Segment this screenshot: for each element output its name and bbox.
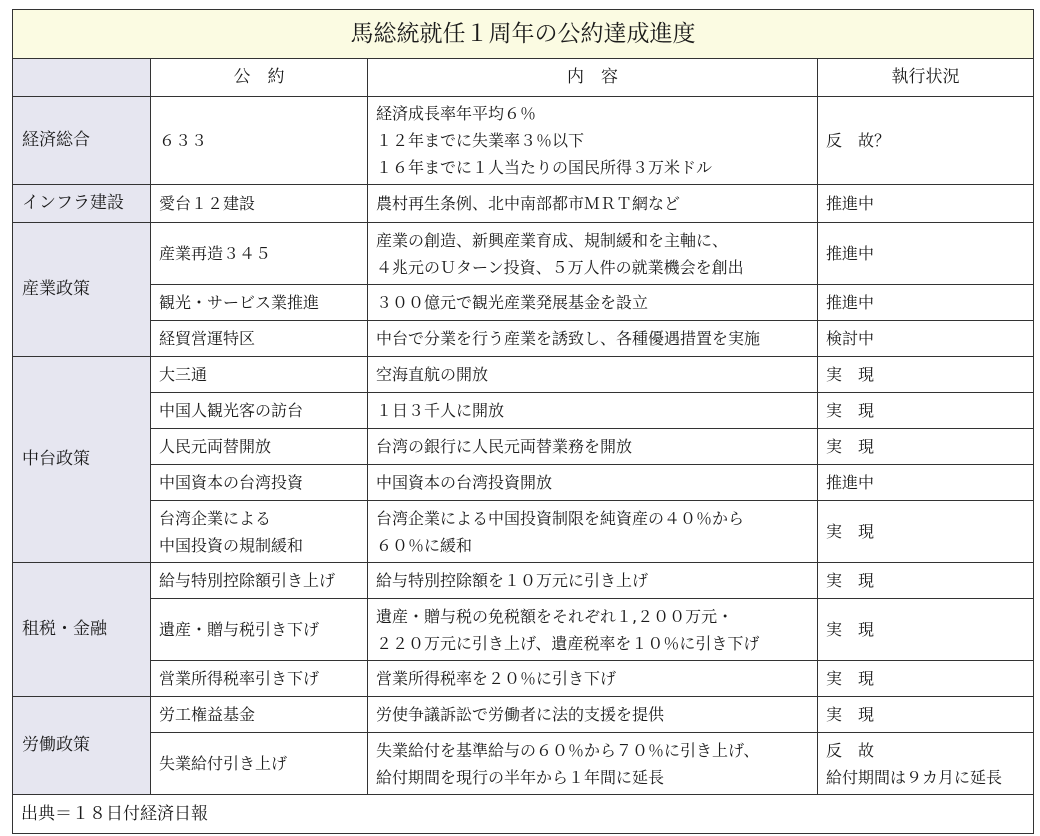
status-text: 実 現 (826, 571, 875, 590)
pledge-cell (151, 429, 368, 465)
content-text: 経済成長率年平均６％ (376, 104, 537, 123)
content-text: 中国資本の台湾投資開放 (376, 473, 553, 492)
table-row (13, 429, 1034, 465)
pledge-cell (151, 357, 368, 393)
table-row (13, 285, 1034, 321)
pledge-progress-table (12, 9, 1034, 834)
status-text: 実 現 (826, 522, 875, 541)
header-pledge: 公 約 (151, 59, 368, 97)
status-cell (818, 599, 1034, 661)
content-text: １日３千人に開放 (376, 401, 505, 420)
pledge-text: 観光・サービス業推進 (159, 293, 320, 312)
pledge-cell (151, 97, 368, 185)
status-text: 実 現 (826, 620, 875, 639)
status-cell (818, 357, 1034, 393)
status-text: 給付期間は９カ月に延長 (826, 767, 1003, 787)
category-cell: 産業政策 (13, 223, 151, 357)
status-text: 推進中 (826, 473, 875, 492)
content-cell (368, 357, 818, 393)
table-row (13, 697, 1034, 733)
pledge-text: 人民元両替開放 (159, 437, 272, 456)
pledge-cell (151, 563, 368, 599)
table-row (13, 357, 1034, 393)
status-cell (818, 393, 1034, 429)
status-text: 反 故？ (826, 131, 891, 150)
content-text: 空海直航の開放 (376, 365, 489, 384)
pledge-cell (151, 733, 368, 795)
status-text: 実 現 (826, 401, 875, 420)
table-row (13, 733, 1034, 795)
content-text: 労使争議訴訟で労働者に法的支援を提供 (376, 705, 665, 724)
pledge-text: 中国投資の規制緩和 (159, 535, 304, 555)
table-row (13, 501, 1034, 563)
status-cell (818, 465, 1034, 501)
table-row (13, 393, 1034, 429)
content-cell (368, 465, 818, 501)
pledge-cell (151, 393, 368, 429)
content-cell (368, 223, 818, 285)
pledge-text: 産業再造３４５ (159, 244, 272, 263)
pledge-cell (151, 185, 368, 223)
status-cell (818, 223, 1034, 285)
header-content: 内 容 (368, 59, 818, 97)
category-cell: 中台政策 (13, 357, 151, 563)
content-text: 産業の創造、新興産業育成、規制緩和を主軸に、 (376, 230, 729, 250)
footer-row (13, 795, 1034, 834)
status-text: 推進中 (826, 194, 875, 213)
table-row (13, 321, 1034, 357)
pledge-text: 失業給付引き上げ (159, 754, 288, 773)
status-cell (818, 563, 1034, 599)
status-text: 反 故 (826, 740, 875, 760)
pledge-text: 労工権益基金 (159, 705, 256, 724)
content-cell (368, 185, 818, 223)
pledge-text: 遺産・贈与税引き下げ (159, 620, 320, 639)
content-cell (368, 563, 818, 599)
pledge-text: ６３３ (159, 131, 208, 150)
table-row (13, 223, 1034, 285)
status-cell (818, 501, 1034, 563)
header-category (13, 59, 151, 97)
content-text: 中台で分業を行う産業を誘致し、各種優遇措置を実施 (376, 329, 761, 348)
content-cell (368, 599, 818, 661)
table-row (13, 97, 1034, 185)
table-row (13, 563, 1034, 599)
source-note: 出典＝１８日付経済日報 (13, 795, 1034, 834)
pledge-cell (151, 285, 368, 321)
pledge-cell (151, 501, 368, 563)
category-cell: 労働政策 (13, 697, 151, 795)
pledge-cell (151, 697, 368, 733)
content-text: ４兆元のＵターン投資、５万人件の就業機会を創出 (376, 257, 744, 277)
content-text: 農村再生条例、北中南部都市ＭＲＴ網など (376, 194, 681, 213)
content-cell (368, 393, 818, 429)
content-text: １２年までに失業率３％以下 (376, 131, 585, 150)
status-cell (818, 97, 1034, 185)
content-cell (368, 661, 818, 697)
pledge-text: 給与特別控除額引き上げ (159, 571, 336, 590)
table-row (13, 599, 1034, 661)
content-cell (368, 697, 818, 733)
content-text: 台湾企業による中国投資制限を純資産の４０％から (376, 508, 745, 528)
category-cell: インフラ建設 (13, 185, 151, 223)
content-text: 給与特別控除額を１０万元に引き上げ (376, 571, 649, 590)
pledge-text: 台湾企業による (159, 508, 272, 528)
status-text: 検討中 (826, 329, 875, 348)
header-row (13, 59, 1034, 97)
pledge-text: 経貿営運特区 (159, 329, 256, 348)
pledge-text: 営業所得税率引き下げ (159, 669, 320, 688)
status-cell (818, 429, 1034, 465)
pledge-text: 中国資本の台湾投資 (159, 473, 304, 492)
table-title: 馬総統就任１周年の公約達成進度 (13, 10, 1034, 59)
content-text: ２２０万元に引き上げ、遺産税率を１０％に引き下げ (376, 633, 760, 653)
pledge-text: 中国人観光客の訪台 (159, 401, 304, 420)
content-cell (368, 733, 818, 795)
status-text: 実 現 (826, 705, 875, 724)
content-text: １６年までに１人当たりの国民所得３万米ドル (376, 158, 713, 177)
status-text: 実 現 (826, 669, 875, 688)
status-text: 実 現 (826, 437, 875, 456)
content-text: 給付期間を現行の半年から１年間に延長 (376, 767, 665, 787)
status-cell (818, 733, 1034, 795)
table-row (13, 465, 1034, 501)
content-cell (368, 97, 818, 185)
status-cell (818, 321, 1034, 357)
content-text: 台湾の銀行に人民元両替業務を開放 (376, 437, 633, 456)
content-cell (368, 285, 818, 321)
pledge-cell (151, 465, 368, 501)
content-text: 営業所得税率を２０％に引き下げ (376, 669, 617, 688)
header-status: 執行状況 (818, 59, 1034, 97)
pledge-cell (151, 223, 368, 285)
category-cell: 租税・金融 (13, 563, 151, 697)
content-text: ６０％に緩和 (376, 535, 473, 555)
status-cell (818, 185, 1034, 223)
status-text: 推進中 (826, 293, 875, 312)
content-cell (368, 429, 818, 465)
pledge-cell (151, 599, 368, 661)
table-body (13, 97, 1034, 795)
content-text: ３００億元で観光産業発展基金を設立 (376, 293, 649, 312)
status-cell (818, 285, 1034, 321)
status-cell (818, 697, 1034, 733)
content-text: 遺産・贈与税の免税額をそれぞれ１,２００万元・ (376, 606, 734, 626)
status-text: 実 現 (826, 365, 875, 384)
status-text: 推進中 (826, 244, 875, 263)
pledge-cell (151, 661, 368, 697)
pledge-text: 愛台１２建設 (159, 194, 256, 213)
table-row (13, 185, 1034, 223)
table-row (13, 661, 1034, 697)
pledge-text: 大三通 (159, 365, 208, 384)
pledge-cell (151, 321, 368, 357)
status-cell (818, 661, 1034, 697)
content-cell (368, 321, 818, 357)
content-text: 失業給付を基準給与の６０％から７０％に引き上げ、 (376, 740, 760, 760)
category-cell: 経済総合 (13, 97, 151, 185)
content-cell (368, 501, 818, 563)
